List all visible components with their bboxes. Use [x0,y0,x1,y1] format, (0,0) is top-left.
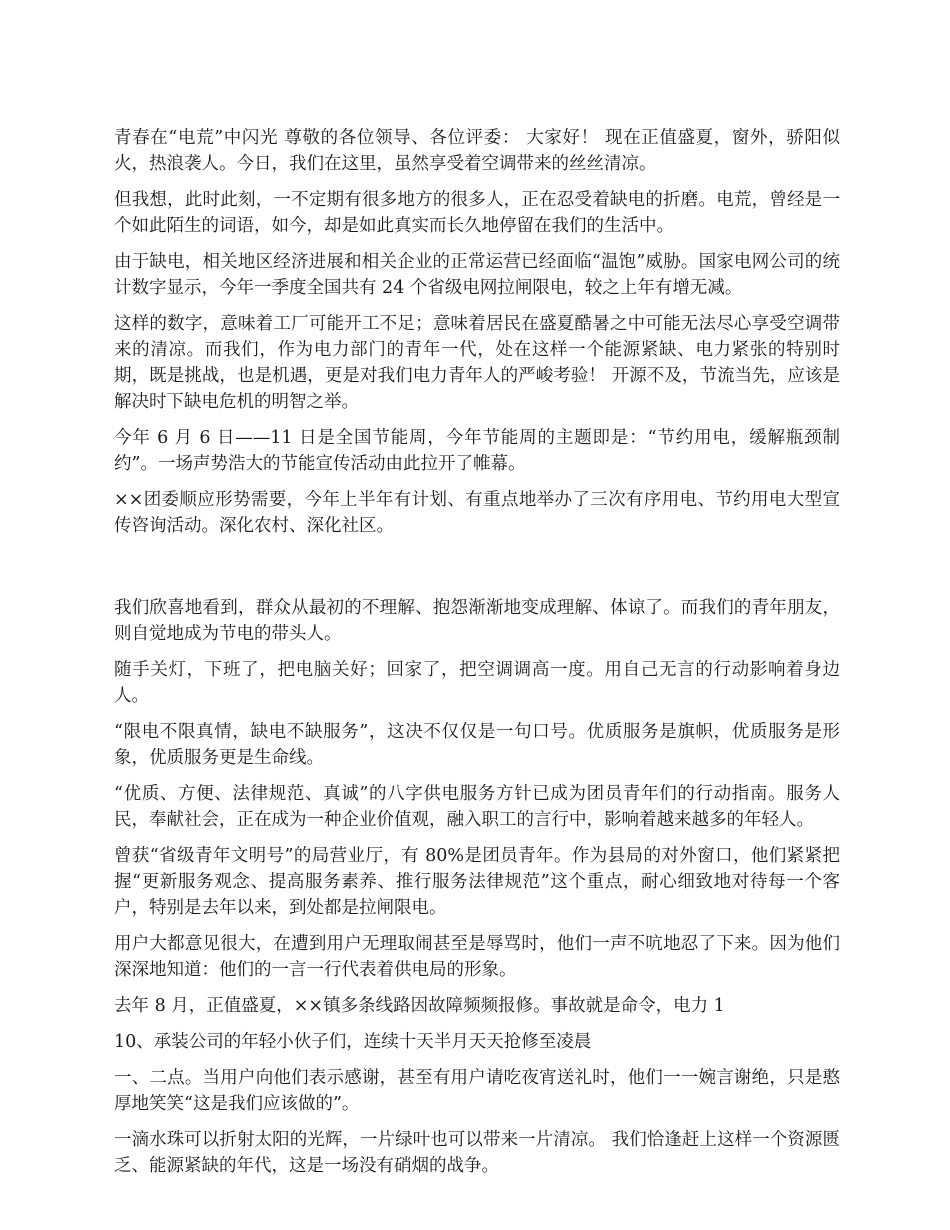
paragraph-youth-league: ××团委顺应形势需要，今年上半年有计划、有重点地举办了三次有序用电、节约用电大型宣传咨询活动。深化农村、深化社区。 [114,490,840,536]
paragraph-challenge: 这样的数字，意味着工厂可能开工不足；意味着居民在盛夏酷暑之中可能无法尽心享受空调带来的清凉。而我们，作为电力部门的青年一代，处在这样一个能源紧缺、电力紧张的特别时期，既是挑战，也是机遇，更是对我们电力青年人的严峻考验！ 开源不及，节流当先，应该是解决时下缺电危机的明智之举。 [114,314,840,412]
paragraph-user-complaints: 用户大都意见很大，在遭到用户无理取闹甚至是辱骂时，他们一声不吭地忍了下来。因为他们深深地知道：他们的一言一行代表着供电局的形象。 [114,934,840,980]
paragraph-opening: 青春在“电荒”中闪光 尊敬的各位领导、各位评委： 大家好！ 现在正值盛夏，窗外，骄阳似火，热浪袭人。今日，我们在这里，虽然享受着空调带来的丝丝清凉。 [114,128,840,174]
paragraph-public-response: 我们欣喜地看到，群众从最初的不理解、抱怨渐渐地变成理解、体谅了。而我们的青年朋友，则自觉地成为节电的带头人。 [114,598,840,644]
paragraph-business-hall: 曾获“省级青年文明号”的局营业厅，有 80%是团员青年。作为县局的对外窗口，他们紧紧把握“更新服务观念、提高服务素养、推行服务法律规范”这个重点，耐心细致地对待每一个客户，特别是去年以来，到处都是拉闸限电。 [114,846,840,918]
paragraph-power-shortage: 但我想，此时此刻，一不定期有很多地方的很多人，正在忍受着缺电的折磨。电荒，曾经是一个如此陌生的词语，如今，却是如此真实而长久地停留在我们的生活中。 [114,190,840,236]
paragraph-statistics: 由于缺电，相关地区经济进展和相关企业的正常运营已经面临“温饱”威胁。国家电网公司的统计数字显示，今年一季度全国共有 24 个省级电网拉闸限电，较之上年有增无减。 [114,252,840,298]
document-body [114,125,840,1189]
paragraph-repair-crew: 10、承装公司的年轻小伙子们，连续十天半月天天抢修至凌晨 [114,1032,592,1052]
paragraph-slogan: “限电不限真情，缺电不缺服务”，这决不仅仅是一句口号。优质服务是旗帜，优质服务是形象，优质服务更是生命线。 [114,722,840,768]
section-gap [114,549,840,595]
paragraph-repair-august: 去年 8 月，正值盛夏，××镇多条线路因故障频频报修。事故就是命令，电力 1 [114,996,725,1016]
paragraph-service-policy: “优质、方便、法律规范、真诚”的八字供电服务方针已成为团员青年们的行动指南。服务人民，奉献社会，正在成为一种企业价值观，融入职工的言行中，影响着越来越多的年轻人。 [114,784,840,830]
paragraph-declined-gifts: 一、二点。当用户向他们表示感谢，甚至有用户请吃夜宵送礼时，他们一一婉言谢绝，只是憨厚地笑笑“这是我们应该做的”。 [114,1068,840,1114]
paragraph-energy-week: 今年 6 月 6 日——11 日是全国节能周，今年节能周的主题即是：“节约用电，缓解瓶颈制约”。一场声势浩大的节能宣传活动由此拉开了帷幕。 [114,428,840,474]
paragraph-closing: 一滴水珠可以折射太阳的光辉，一片绿叶也可以带来一片清凉。 我们恰逢赶上这样一个资源匮乏、能源紧缺的年代，这是一场没有硝烟的战争。 [114,1130,840,1176]
paragraph-turn-off-lights: 随手关灯，下班了，把电脑关好；回家了，把空调调高一度。用自己无言的行动影响着身边人。 [114,660,840,706]
